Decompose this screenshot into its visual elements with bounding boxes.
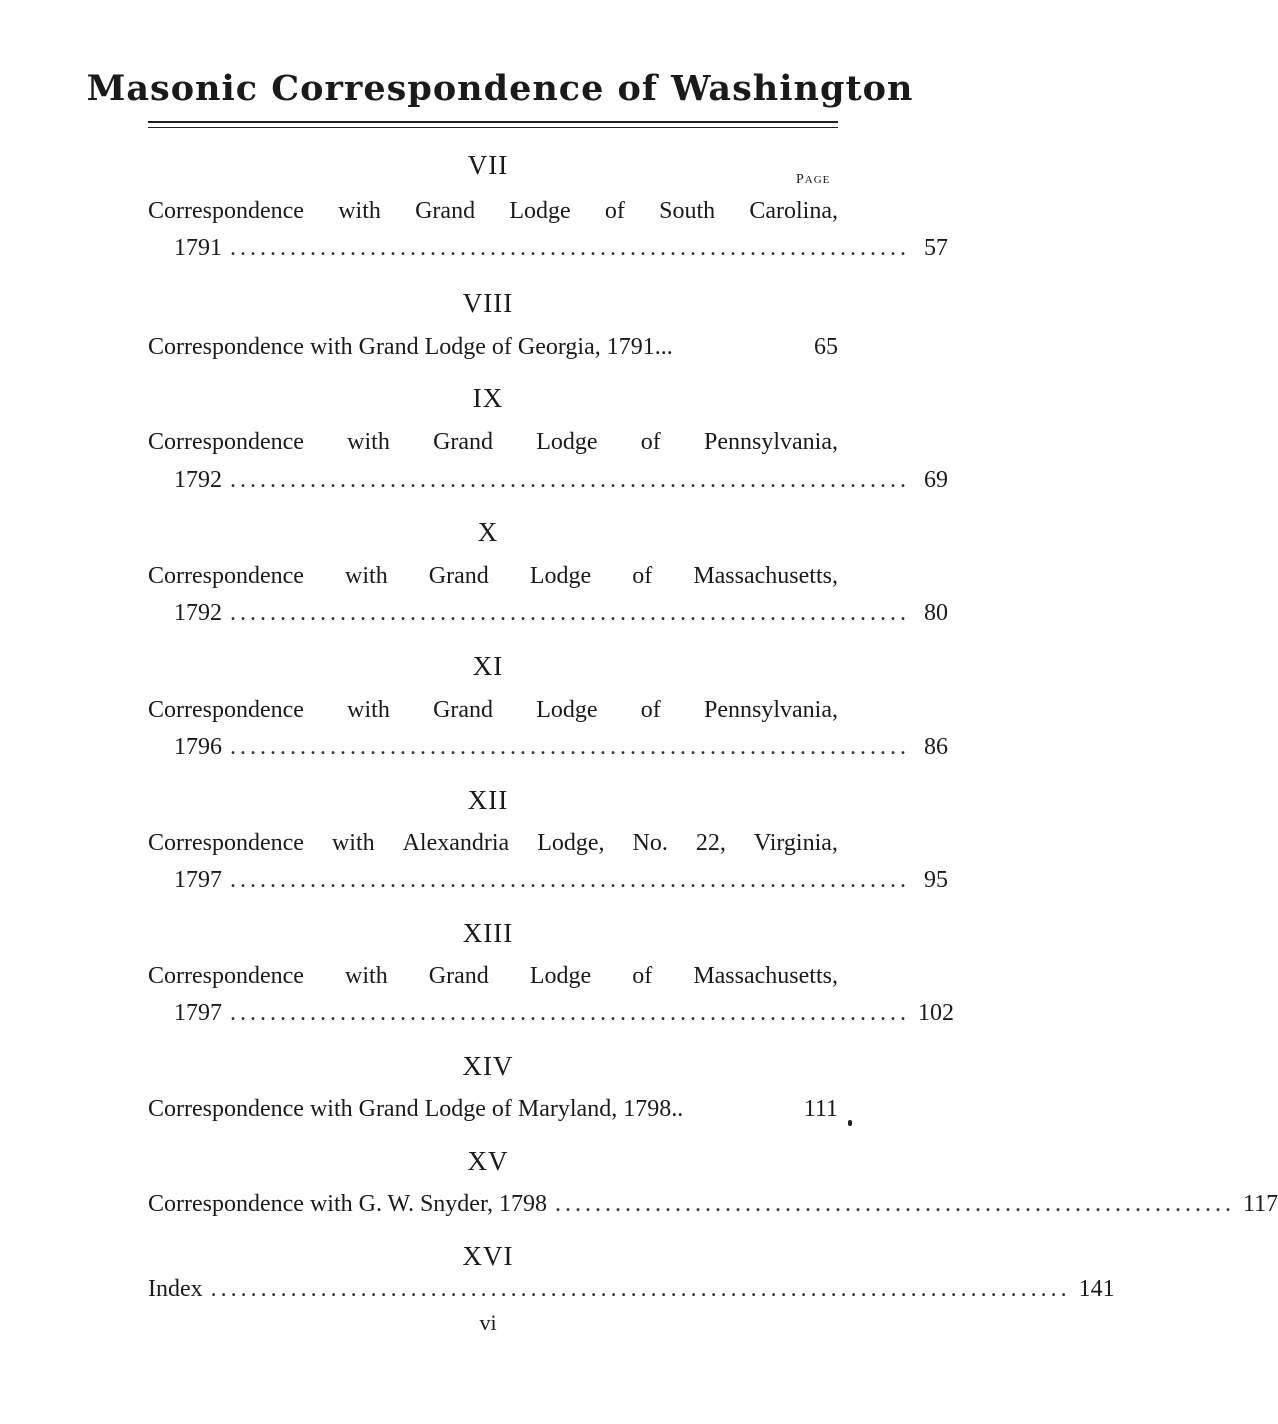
page-number: 117	[1243, 1191, 1278, 1217]
page-number: 141	[1078, 1276, 1115, 1302]
toc-entry-leader: 1792 .................................................................... 80	[174, 600, 948, 626]
toc-entry-title: Correspondence with Grand Lodge of Massachusetts,	[148, 563, 838, 589]
section-numeral: X	[477, 517, 499, 547]
section-numeral: XIII	[462, 918, 514, 948]
page-number: 95	[924, 867, 948, 893]
toc-entry: Correspondence with G. W. Snyder, 1798 .................................................................... 117	[148, 1191, 1278, 1217]
toc-entry: Index ...................................................................................... 141	[148, 1276, 1115, 1302]
page-number: 111	[803, 1096, 838, 1122]
toc-entry-title: Correspondence with Grand Lodge of Massachusetts,	[148, 963, 838, 989]
toc-entry-title: Correspondence with Grand Lodge of Pennsylvania,	[148, 429, 838, 455]
section-numeral: XVI	[462, 1241, 514, 1271]
toc-entry-leader: 1796 .................................................................... 86	[174, 734, 948, 760]
toc-entry-leader: 1791 .................................................................... 57	[174, 235, 948, 261]
page-header: Masonic Correspondence of Washington	[86, 68, 914, 109]
header-rule-thick	[148, 121, 838, 123]
section-numeral: XII	[467, 785, 509, 815]
ink-speck	[848, 1120, 852, 1126]
page-number: 80	[924, 600, 948, 626]
section-numeral: IX	[472, 383, 504, 413]
toc-entry-leader: 1797 .................................................................... 102	[174, 1000, 954, 1026]
page-number: 102	[918, 1000, 954, 1026]
page-column-label: PAGE	[796, 172, 831, 187]
toc-entry: Correspondence with Grand Lodge of Maryland, 1798.. 111	[148, 1096, 838, 1122]
section-numeral: XI	[472, 651, 504, 681]
toc-entry-title: Correspondence with Alexandria Lodge, No. 22, Virginia,	[148, 830, 838, 856]
section-numeral: VIII	[462, 288, 514, 318]
toc-entry-title: Correspondence with Grand Lodge of Pennsylvania,	[148, 697, 838, 723]
page-number: 65	[814, 334, 838, 360]
section-numeral: XV	[467, 1146, 509, 1176]
toc-entry-leader: 1792 .................................................................... 69	[174, 467, 948, 493]
page-number: 57	[924, 235, 948, 261]
header-rule-thin	[148, 127, 838, 128]
folio-page-number: vi	[479, 1310, 497, 1335]
section-numeral: XIV	[462, 1051, 514, 1081]
section-numeral: VII	[467, 150, 509, 180]
toc-entry-title: Correspondence with Grand Lodge of South Carolina,	[148, 198, 838, 224]
page-number: 86	[924, 734, 948, 760]
toc-entry: Correspondence with Grand Lodge of Georgia, 1791... 65	[148, 334, 838, 360]
page-number: 69	[924, 467, 948, 493]
toc-entry-leader: 1797 .................................................................... 95	[174, 867, 948, 893]
